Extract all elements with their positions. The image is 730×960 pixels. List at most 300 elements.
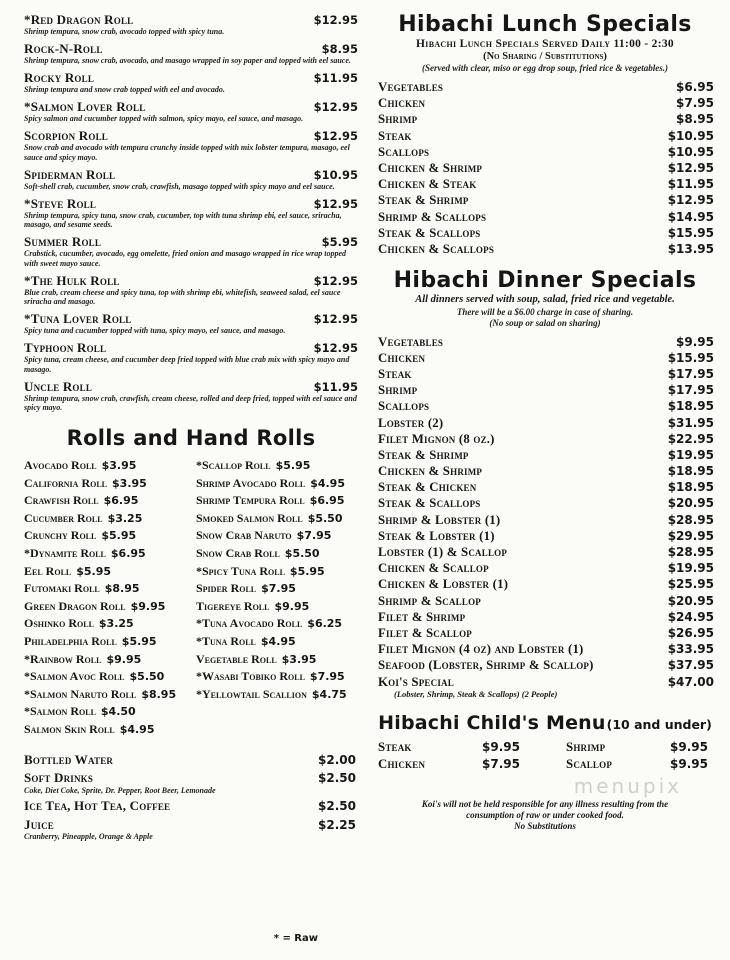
item-price: $12.95 — [313, 312, 358, 326]
item-name: *Salmon Lover Roll — [24, 99, 146, 114]
roll-item — [24, 703, 186, 721]
item-price: $18.95 — [667, 464, 714, 479]
item-name: Filet Mignon (8 oz.) — [378, 431, 495, 446]
item-header — [24, 311, 358, 326]
disclaimer-line-2: consumption of raw or under cooked food. — [466, 809, 624, 820]
hibachi-item — [378, 368, 714, 382]
item-price: $6.95 — [110, 546, 146, 560]
roll-item — [196, 668, 358, 686]
item-price: $7.95 — [676, 96, 714, 111]
item-price: $6.25 — [307, 617, 343, 631]
item-name: Steak & Lobster (1) — [378, 528, 495, 543]
item-price: $20.95 — [667, 593, 714, 608]
item-name: Eel Roll — [24, 563, 72, 578]
item-name: Chicken & Shrimp — [378, 160, 483, 175]
item-header — [378, 595, 714, 609]
item-name: Seafood (Lobster, Shrimp & Scallop) — [378, 658, 594, 673]
item-price: $33.95 — [667, 642, 714, 657]
item-price: $19.95 — [667, 561, 714, 576]
item-description: Shrimp tempura and snow crab topped with eel and avocado. — [24, 85, 225, 94]
childs-menu-item — [378, 740, 520, 755]
item-price: $3.25 — [107, 511, 143, 525]
childs-menu-title: Hibachi Child's Menu — [378, 711, 606, 734]
hibachi-item — [378, 243, 714, 257]
item-price: $15.95 — [667, 225, 714, 240]
specialty-roll-item — [24, 70, 358, 95]
hibachi-item — [378, 659, 714, 673]
hibachi-item — [378, 81, 714, 95]
item-description: Shrimp tempura, snow crab, avocado topped with spicy tuna. — [24, 27, 225, 36]
item-price: $12.95 — [313, 129, 358, 143]
item-name: *Tuna Roll — [196, 633, 256, 648]
item-price: $15.95 — [667, 350, 714, 365]
roll-item — [24, 563, 186, 581]
item-price: $11.95 — [313, 71, 358, 85]
item-name: Uncle Roll — [24, 378, 93, 394]
item-price: $25.95 — [667, 577, 714, 592]
hibachi-item — [378, 497, 714, 511]
item-name: Cucumber Roll — [24, 510, 103, 525]
item-description: Snow crab and avocado with tempura crunchy inside topped with mix lobster tempura, masago, eel sauce and spicy mayo. — [24, 143, 350, 162]
item-name: Steak & Scallops — [378, 496, 481, 511]
roll-item — [24, 633, 186, 651]
item-name: *Tuna Avocado Roll — [196, 616, 303, 631]
hibachi-item — [378, 676, 714, 700]
item-name: Vegetables — [378, 80, 444, 94]
item-price: $3.25 — [98, 617, 134, 631]
item-price: $9.95 — [274, 599, 310, 613]
item-name: Shrimp — [566, 739, 606, 754]
item-description: (Lobster, Shrimp, Steak & Scallops) (2 People) — [394, 689, 558, 700]
item-description: Soft-shell crab, cucumber, snow crab, crawfish, masago topped with spicy mayo and eel sauce. — [24, 181, 335, 191]
item-header — [24, 128, 358, 143]
item-name: California Roll — [24, 475, 108, 490]
item-price: $20.95 — [667, 496, 714, 511]
hibachi-item — [378, 562, 714, 576]
item-description: Crabstick, cucumber, avocado, egg omelette, fried onion and masago wrapped in rice wrap topped with sweet mayo sauce. — [24, 249, 346, 268]
hibachi-item — [378, 417, 714, 431]
item-price: $6.95 — [676, 80, 714, 94]
item-price: $9.95 — [106, 652, 142, 666]
specialty-roll-item — [24, 167, 358, 192]
item-description: Blue crab, cream cheese and spicy tuna, top with shrimp ebi, whitefish, seaweed salad, eel sauce sriracha and masago. — [24, 287, 341, 306]
item-name: Filet & Scallop — [378, 625, 473, 640]
roll-item — [196, 492, 358, 510]
item-name: Koi's Special — [378, 674, 454, 689]
item-name: Chicken & Steak — [378, 177, 477, 192]
item-name: Scallops — [378, 399, 430, 414]
specialty-roll-item — [24, 12, 358, 37]
item-header — [378, 627, 714, 641]
item-price: $9.95 — [482, 739, 520, 754]
dinner-items-list — [374, 336, 716, 702]
item-name: Shrimp & Lobster (1) — [378, 512, 501, 527]
item-header — [378, 643, 714, 657]
item-price: $19.95 — [667, 447, 714, 462]
roll-item — [24, 492, 186, 510]
item-description: Spicy tuna and cucumber topped with tuna, spicy mayo, eel sauce, and masago. — [24, 326, 286, 335]
item-header — [24, 379, 358, 394]
item-name: Snow Crab Naruto — [196, 528, 292, 543]
specialty-roll-item — [24, 99, 358, 124]
lunch-hours-note: Hibachi Lunch Specials Served Daily 11:00 - 2:30 — [416, 38, 674, 50]
item-header — [378, 481, 714, 495]
item-header — [24, 12, 358, 27]
item-header — [24, 273, 358, 288]
item-name: Rock-N-Roll — [24, 41, 103, 56]
roll-item — [24, 545, 186, 563]
item-description: Cranberry, Pineapple, Orange & Apple — [24, 832, 153, 842]
roll-item — [196, 598, 358, 616]
hibachi-item — [378, 578, 714, 592]
item-price: $5.95 — [76, 564, 112, 578]
item-name: Lobster (2) — [378, 415, 444, 430]
hibachi-item — [378, 336, 714, 350]
item-price: $17.95 — [667, 383, 714, 398]
item-header — [24, 167, 358, 182]
item-name: Bottled Water — [24, 751, 114, 767]
item-name: *Spicy Tuna Roll — [196, 563, 285, 578]
raw-legend: * = Raw — [273, 933, 318, 944]
item-name: Soft Drinks — [24, 770, 94, 786]
item-price: $18.95 — [667, 480, 714, 495]
item-price: $5.50 — [307, 511, 343, 525]
rolls-col-1 — [24, 457, 186, 739]
item-price: $12.95 — [313, 100, 358, 114]
item-name: Scorpion Roll — [24, 128, 108, 143]
roll-item — [196, 615, 358, 633]
item-price: $28.95 — [667, 545, 714, 559]
item-header — [378, 162, 714, 176]
item-header — [378, 113, 714, 127]
item-price: $9.95 — [670, 756, 708, 771]
item-header — [378, 194, 714, 208]
item-header — [378, 578, 714, 592]
item-name: Snow Crab Roll — [196, 545, 280, 560]
item-price: $5.95 — [121, 634, 157, 648]
roll-item — [196, 545, 358, 563]
item-name: Shrimp Avocado Roll — [196, 475, 306, 490]
roll-item — [24, 527, 186, 545]
item-price: $4.95 — [260, 634, 296, 648]
childs-menu-item — [566, 757, 708, 772]
item-price: $7.95 — [482, 756, 520, 771]
item-name: Steak — [378, 128, 412, 143]
item-price: $5.95 — [275, 459, 311, 472]
item-name: Vegetable Roll — [196, 651, 277, 666]
item-name: Juice — [24, 816, 55, 832]
item-price: $14.95 — [667, 209, 714, 224]
item-name: Shrimp & Scallop — [378, 593, 481, 608]
item-header — [378, 227, 714, 241]
item-header — [378, 178, 714, 192]
specialty-roll-item — [24, 196, 358, 230]
item-price: $2.50 — [318, 799, 356, 814]
item-price: $12.95 — [313, 273, 358, 288]
item-header — [378, 417, 714, 431]
specialty-roll-item — [24, 128, 358, 162]
hibachi-item — [378, 530, 714, 544]
item-price: $18.95 — [667, 399, 714, 414]
item-header — [378, 146, 714, 160]
right-column — [374, 12, 716, 954]
item-price: $29.95 — [667, 528, 714, 543]
item-name: *Tuna Lover Roll — [24, 311, 132, 326]
item-header — [378, 433, 714, 447]
item-price: $24.95 — [667, 609, 714, 624]
item-price: $12.95 — [313, 13, 358, 27]
childs-menu-age-note: (10 and under) — [606, 716, 712, 732]
item-header — [378, 384, 714, 398]
hibachi-item — [378, 97, 714, 111]
hibachi-item — [378, 194, 714, 208]
item-price: $2.50 — [318, 771, 356, 786]
roll-item — [24, 721, 186, 739]
disclaimer-line-1: Koi's will not be held responsible for any illness resulting from the — [421, 798, 669, 809]
hibachi-item — [378, 627, 714, 641]
dinner-sharing-charge-note: There will be a $6.00 charge in case of sharing. — [456, 306, 634, 317]
hibachi-item — [378, 113, 714, 127]
specialty-roll-item — [24, 379, 358, 413]
item-name: Vegetables — [378, 334, 444, 349]
hibachi-item — [378, 227, 714, 241]
item-price: $47.00 — [667, 674, 714, 689]
roll-item — [196, 686, 358, 704]
item-description: Shrimp tempura, snow crab, avocado, and masago wrapped in soy paper and topped with eel sauce. — [24, 56, 351, 65]
item-description: Shrimp tempura, spicy tuna, snow crab, cucumber, top with tuna shrimp ebi, eel sauce, sriracha, masago, and sesame seeds. — [24, 210, 342, 229]
drink-item — [24, 753, 356, 768]
item-description: Coke, Diet Coke, Sprite, Dr. Pepper, Root Beer, Lemonade — [24, 785, 216, 795]
item-header — [378, 514, 714, 528]
item-header — [24, 799, 356, 814]
item-price: $3.95 — [112, 476, 147, 490]
item-name: Scallop — [566, 756, 613, 771]
item-header — [378, 449, 714, 463]
item-name: Spiderman Roll — [24, 166, 116, 182]
item-header — [378, 546, 714, 560]
item-name: Shrimp Tempura Roll — [196, 493, 305, 508]
specialty-rolls-list — [24, 12, 358, 417]
item-name: *Dynamite Roll — [24, 545, 106, 560]
item-name: Chicken & Shrimp — [378, 464, 483, 479]
item-price: $12.95 — [667, 193, 714, 208]
item-name: *Steve Roll — [24, 195, 97, 211]
item-name: *Rainbow Roll — [24, 651, 102, 666]
hibachi-item — [378, 611, 714, 625]
item-price: $28.95 — [667, 512, 714, 527]
item-price: $11.95 — [667, 177, 714, 192]
item-name: Ice Tea, Hot Tea, Coffee — [24, 798, 171, 814]
specialty-roll-item — [24, 340, 358, 374]
item-name: Chicken & Scallop — [378, 561, 489, 576]
item-price: $12.95 — [313, 341, 358, 355]
item-name: Shrimp — [378, 383, 418, 398]
item-price: $9.95 — [670, 739, 708, 754]
item-description: Spicy tuna, cream cheese, and cucumber deep fried topped with blue crab mix with spicy mayo and masago. — [24, 355, 350, 374]
item-name: Filet Mignon (4 oz) and Lobster (1) — [378, 642, 584, 657]
item-name: Steak & Shrimp — [378, 193, 469, 208]
childs-menu-grid — [374, 740, 716, 772]
lunch-title: Hibachi Lunch Specials — [398, 12, 692, 37]
item-price: $6.95 — [103, 494, 139, 508]
specialty-roll-item — [24, 273, 358, 307]
childs-menu-item — [566, 740, 708, 755]
item-header — [378, 243, 714, 257]
specialty-roll-item — [24, 311, 358, 336]
hibachi-item — [378, 514, 714, 528]
hibachi-item — [378, 130, 714, 144]
item-name: *Wasabi Tobiko Roll — [196, 669, 305, 684]
item-name: Philadelphia Roll — [24, 633, 117, 648]
hibachi-item — [378, 481, 714, 495]
item-name: Typhoon Roll — [24, 340, 107, 355]
rolls-section-title: Rolls and Hand Rolls — [66, 426, 316, 450]
item-header — [378, 562, 714, 576]
item-name: Filet & Shrimp — [378, 609, 466, 624]
item-name: Crunchy Roll — [24, 528, 97, 543]
item-name: *Salmon Naruto Roll — [24, 686, 137, 701]
item-price: $2.25 — [318, 817, 356, 832]
item-price: $7.95 — [296, 529, 332, 543]
item-price: $10.95 — [313, 167, 358, 182]
roll-item — [196, 510, 358, 528]
drinks-list — [24, 753, 358, 846]
item-name: Green Dragon Roll — [24, 598, 126, 613]
childs-menu-item — [378, 757, 520, 772]
hibachi-item — [378, 449, 714, 463]
item-name: Steak & Scallops — [378, 225, 481, 240]
hibachi-item — [378, 178, 714, 192]
no-substitutions-note: No Substitutions — [514, 820, 576, 831]
item-price: $4.95 — [119, 722, 155, 736]
item-price: $5.50 — [284, 546, 320, 560]
item-header — [24, 753, 356, 768]
item-header — [378, 130, 714, 144]
hibachi-item — [378, 546, 714, 560]
item-header — [378, 676, 714, 690]
disclaimer — [374, 799, 716, 832]
item-price: $3.95 — [101, 459, 137, 472]
item-price: $4.95 — [310, 476, 345, 490]
roll-item — [24, 580, 186, 598]
dinner-title: Hibachi Dinner Specials — [393, 268, 697, 294]
specialty-roll-item — [24, 234, 358, 268]
item-name: Avocado Roll — [24, 458, 97, 472]
drink-item — [24, 799, 356, 814]
item-price: $2.00 — [318, 752, 356, 767]
drink-item — [24, 771, 356, 795]
item-price: $5.50 — [129, 670, 165, 684]
menupix-watermark: menupix — [573, 773, 682, 798]
item-price: $12.95 — [313, 196, 358, 211]
roll-item — [24, 668, 186, 686]
item-header — [24, 41, 358, 56]
item-header — [378, 659, 714, 673]
item-price: $4.75 — [311, 687, 347, 701]
roll-item — [24, 475, 186, 493]
hibachi-item — [378, 352, 714, 366]
item-price: $5.95 — [289, 564, 325, 578]
item-price: $3.95 — [281, 652, 317, 666]
lunch-no-sharing-note: (No Sharing / Substitutions) — [483, 51, 607, 62]
roll-item — [196, 457, 358, 475]
roll-item — [196, 563, 358, 581]
item-name: Tigereye Roll — [196, 598, 270, 613]
specialty-roll-item — [24, 41, 358, 66]
item-name: Steak — [378, 739, 412, 754]
item-header — [378, 368, 714, 382]
roll-item — [196, 475, 358, 493]
item-name: *Scallop Roll — [196, 458, 271, 472]
item-name: *The Hulk Roll — [24, 272, 120, 288]
item-header — [24, 196, 358, 211]
item-header — [378, 352, 714, 366]
roll-item — [196, 633, 358, 651]
item-header — [378, 336, 714, 350]
item-price: $4.50 — [100, 705, 136, 719]
item-price: $11.95 — [313, 379, 358, 394]
item-name: Shrimp — [378, 112, 418, 127]
hibachi-item — [378, 400, 714, 414]
item-price: $17.95 — [667, 366, 714, 381]
roll-item — [196, 651, 358, 669]
item-header — [24, 340, 358, 355]
roll-item — [196, 527, 358, 545]
item-name: Chicken & Scallops — [378, 241, 495, 256]
item-price: $13.95 — [667, 241, 714, 256]
left-column — [24, 12, 358, 954]
item-header — [378, 81, 714, 95]
item-price: $6.95 — [309, 494, 345, 508]
item-name: *Salmon Roll — [24, 704, 96, 719]
hibachi-item — [378, 162, 714, 176]
item-price: $8.95 — [141, 687, 177, 701]
item-price: $7.95 — [309, 670, 345, 684]
item-name: Chicken & Lobster (1) — [378, 577, 509, 592]
item-header — [378, 211, 714, 225]
hibachi-item — [378, 595, 714, 609]
item-header — [378, 611, 714, 625]
roll-item — [24, 651, 186, 669]
item-name: Chicken — [378, 96, 426, 111]
childs-menu-header — [374, 712, 716, 734]
rolls-columns — [24, 457, 358, 739]
item-price: $8.95 — [676, 112, 714, 127]
item-name: Steak — [378, 366, 412, 381]
item-header — [24, 818, 356, 833]
roll-item — [24, 510, 186, 528]
item-name: Summer Roll — [24, 234, 102, 249]
hibachi-item — [378, 643, 714, 657]
item-name: Salmon Skin Roll — [24, 721, 115, 736]
item-name: Futomaki Roll — [24, 581, 100, 596]
item-header — [378, 97, 714, 111]
item-name: Rocky Roll — [24, 70, 95, 85]
item-price: $10.95 — [667, 128, 714, 143]
roll-item — [24, 686, 186, 704]
roll-item — [24, 457, 186, 475]
item-header — [24, 771, 356, 786]
item-header — [378, 530, 714, 544]
hibachi-item — [378, 146, 714, 160]
item-name: Scallops — [378, 144, 430, 159]
lunch-served-with-note: (Served with clear, miso or egg drop soup, fried rice & vegetables.) — [422, 63, 668, 73]
lunch-items-list — [374, 81, 716, 259]
roll-item — [24, 598, 186, 616]
drink-item — [24, 818, 356, 842]
item-header — [378, 465, 714, 479]
dinner-served-with-note: All dinners served with soup, salad, fried rice and vegetable. — [415, 294, 675, 306]
